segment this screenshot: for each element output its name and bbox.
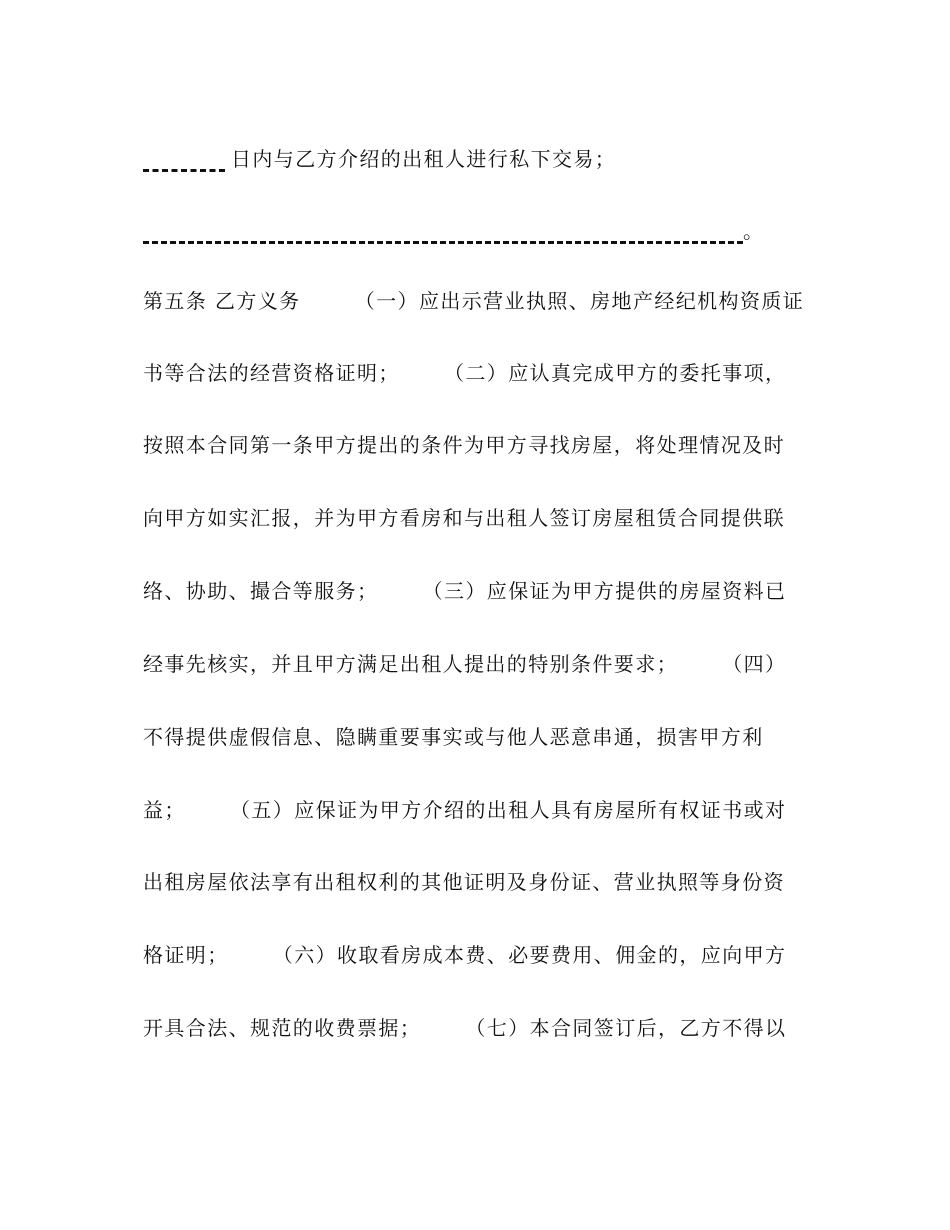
paragraph-line: 向甲方如实汇报，并为甲方看房和与出租人签订房屋租赁合同提供联 — [143, 506, 785, 530]
paragraph-line: 出租房屋依法享有出租权利的其他证明及身份证、营业执照等身份资 — [143, 870, 785, 894]
line-2-text: 。 — [743, 219, 765, 243]
paragraph-line: 开具合法、规范的收费票据； （七）本合同签订后，乙方不得以 — [143, 1016, 787, 1040]
fill-in-blank-long — [143, 219, 743, 244]
line-1-text: 日内与乙方介绍的出租人进行私下交易； — [231, 147, 617, 171]
paragraph-line: 书等合法的经营资格证明； （二）应认真完成甲方的委托事项， — [143, 361, 787, 385]
paragraph-line: 不得提供虚假信息、隐瞒重要事实或与他人恶意串通，损害甲方利 — [143, 725, 764, 749]
paragraph-line: 按照本合同第一条甲方提出的条件为甲方寻找房屋，将处理情况及时 — [143, 433, 785, 457]
paragraph-line: 格证明； （六）收取看房成本费、必要费用、佣金的，应向甲方 — [143, 943, 787, 967]
paragraph-line: 第五条 乙方义务 （一）应出示营业执照、房地产经纪机构资质证 — [143, 289, 805, 313]
paragraph-line: 络、协助、撮合等服务； （三）应保证为甲方提供的房屋资料已 — [143, 579, 787, 603]
paragraph-line: 经事先核实，并且甲方满足出租人提出的特别条件要求； （四） — [143, 652, 787, 676]
line-1 — [143, 146, 616, 172]
paragraph-line: 益； （五）应保证为甲方介绍的出租人具有房屋所有权证书或对 — [143, 798, 787, 822]
line-2 — [143, 218, 764, 244]
fill-in-blank — [143, 147, 225, 172]
